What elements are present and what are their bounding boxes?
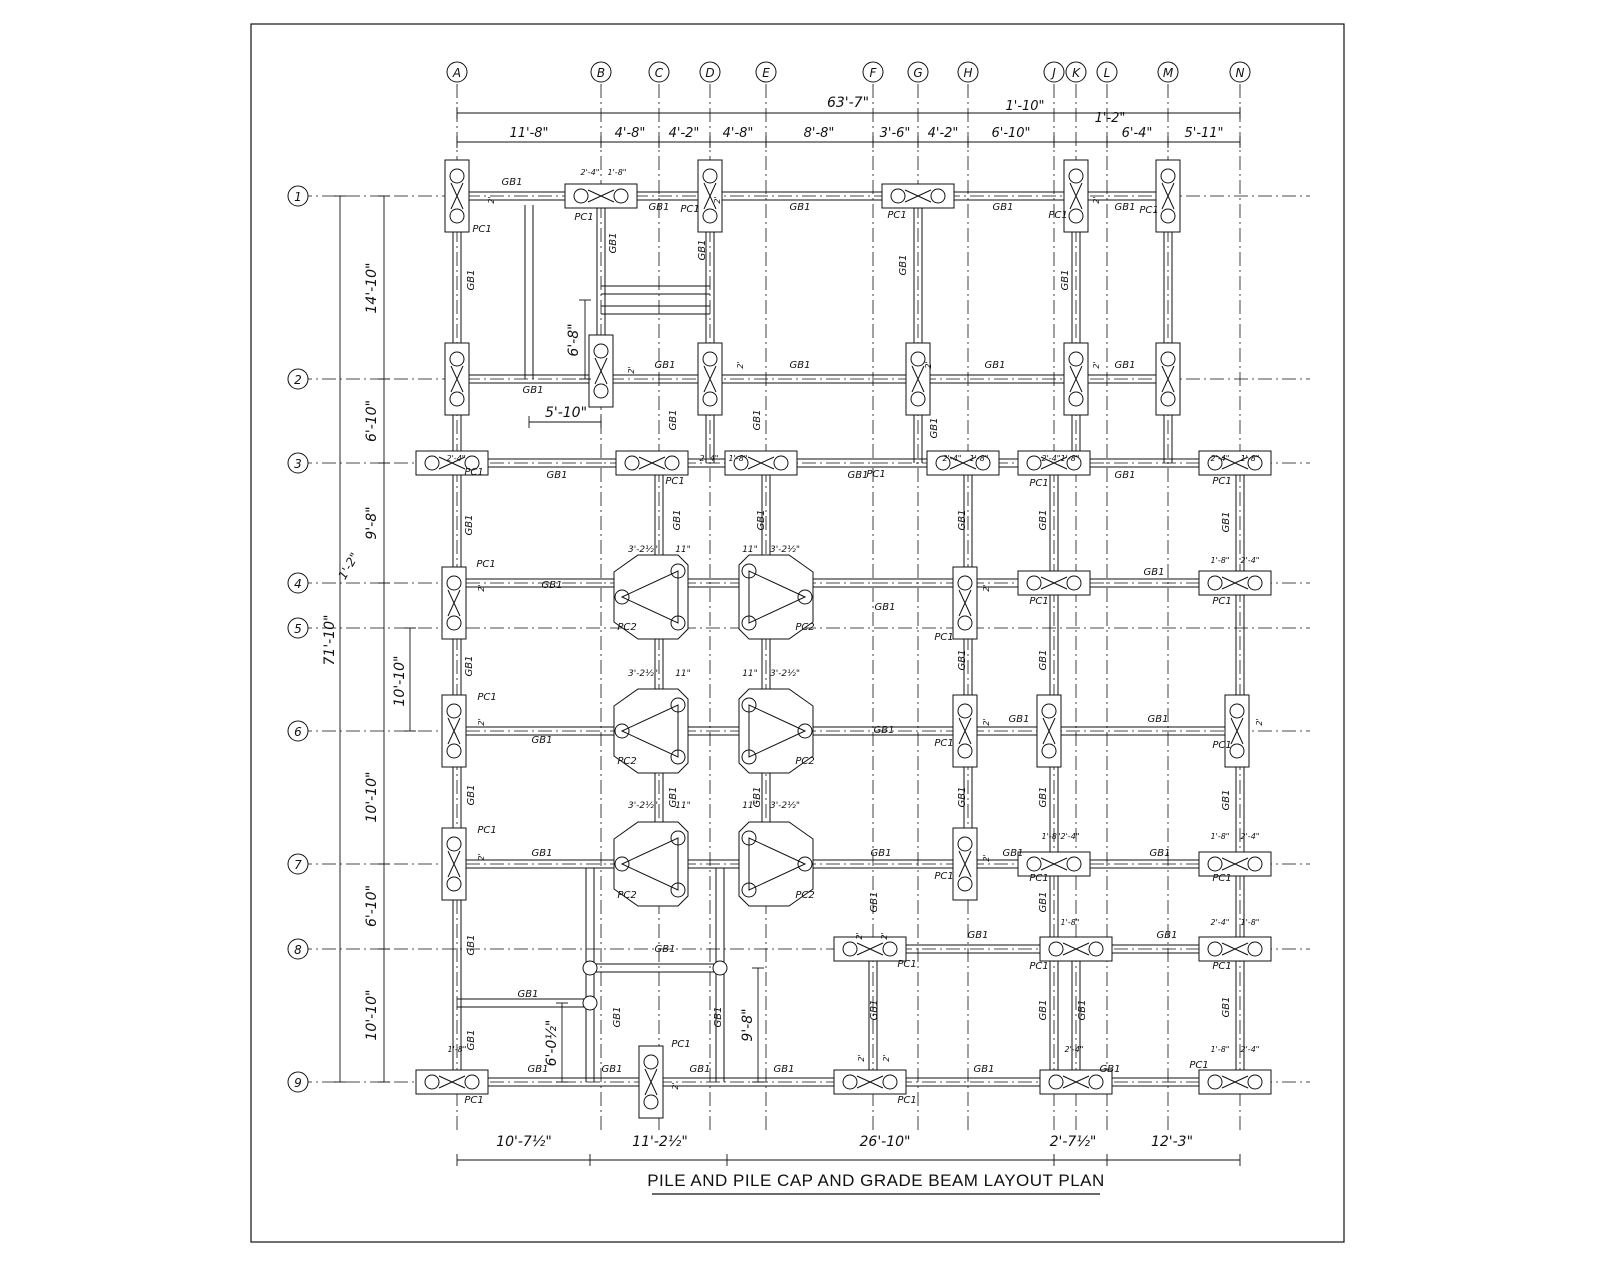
grade-beam-label: GB1 <box>1002 848 1024 859</box>
grade-beam-label: GB1 <box>697 239 708 261</box>
grid-bubble-label-7: 7 <box>294 858 302 872</box>
grade-beam-label: GB1 <box>1147 714 1169 725</box>
pile-circle <box>583 961 597 975</box>
pile-circle <box>843 942 857 956</box>
pile-cap-label: PC1 <box>897 959 917 970</box>
pile-cap-label: PC1 <box>1029 478 1049 489</box>
grade-beam-label: GB1 <box>1038 999 1049 1021</box>
grade-beam-label: GB1 <box>847 470 869 481</box>
pile-circle <box>1161 169 1175 183</box>
cap-dim-label: 2' <box>982 584 991 592</box>
pile-cap-label: PC1 <box>934 871 954 882</box>
grade-beam-label: GB1 <box>601 1064 623 1075</box>
cap-dim-label: 1'-8" <box>1210 1045 1230 1054</box>
grade-beam-label: GB1 <box>689 1064 711 1075</box>
cap-dim-label: 2' <box>982 854 991 862</box>
cap-dim-label: 2'-4" <box>1060 832 1080 841</box>
pile-circle <box>665 456 679 470</box>
top-dim-0: 11'-8" <box>509 126 549 141</box>
cap-dim-label: 2' <box>671 1082 680 1090</box>
grid-bubble-label-2: 2 <box>294 373 302 387</box>
cap-dim-label: 2' <box>477 584 486 592</box>
pile-circle <box>625 456 639 470</box>
bottom-dim-3: 2'-7½" <box>1049 1134 1097 1150</box>
left-dim-1: 6'-10" <box>364 399 380 443</box>
pile-cap-label: PC1 <box>897 1095 917 1106</box>
pile-circle <box>594 384 608 398</box>
bottom-dim-4: 12'-3" <box>1150 1134 1194 1150</box>
cap-dim-label: 2'-4" <box>1240 1045 1260 1054</box>
pile-circle <box>574 189 588 203</box>
grade-beam-label: GB1 <box>1077 999 1088 1021</box>
cap-dim-label: 1'-8" <box>969 454 989 463</box>
pile-circle <box>1089 942 1103 956</box>
overall-height-dim: 71'-10" <box>322 614 338 666</box>
cap-dim-label: 2' <box>855 932 864 940</box>
pile-cap-label: PC1 <box>1029 596 1049 607</box>
cap-dim-label: 3'-2½" <box>627 669 659 679</box>
pile-circle <box>911 392 925 406</box>
grid-bubble-label-8: 8 <box>294 943 302 957</box>
pile-cap-label: PC2 <box>617 890 637 901</box>
cap-dim-label: 2'-4" <box>942 454 962 463</box>
grade-beam-label: GB1 <box>1149 848 1171 859</box>
pile-cap-label: PC1 <box>1212 476 1232 487</box>
pile-cap-label: PC2 <box>617 622 637 633</box>
cap-dim-label: 1'-8" <box>1041 832 1061 841</box>
cap-dim-label: 1'-8" <box>607 168 627 177</box>
pile-circle <box>1208 942 1222 956</box>
grade-beam-label: GB1 <box>789 202 811 213</box>
pile-circle <box>1161 209 1175 223</box>
pile-cap-label: PC1 <box>476 559 496 570</box>
top-dim-8: 6'-4" <box>1121 126 1153 141</box>
cap-dim-label: 2' <box>857 1054 866 1062</box>
pile-circle <box>713 961 727 975</box>
grade-beam-label: GB1 <box>789 360 811 371</box>
pile-circle <box>1067 857 1081 871</box>
grade-beam-label: GB1 <box>541 580 563 591</box>
cap-dim-label: 2' <box>1255 718 1264 726</box>
pile-cap-label: PC2 <box>795 890 815 901</box>
cap-dim-label: 2' <box>880 932 889 940</box>
grade-beam-label: GB1 <box>612 1006 623 1028</box>
grade-beam-label: GB1 <box>873 725 895 736</box>
cap-dim-label: 2' <box>477 853 486 861</box>
grade-beam-label: GB1 <box>648 202 670 213</box>
bottom-dim-2: 26'-10" <box>859 1134 911 1150</box>
grid-bubble-label-A: A <box>452 66 462 80</box>
pile-circle <box>1027 456 1041 470</box>
pile-cap-label: PC1 <box>574 212 594 223</box>
top-dim-4: 8'-8" <box>803 126 835 141</box>
pile-circle <box>1248 857 1262 871</box>
pile-circle <box>958 616 972 630</box>
left-dim-4: 10'-10" <box>364 771 380 823</box>
grid-bubble-label-G: G <box>913 66 923 80</box>
pile-cap-label: PC1 <box>866 469 886 480</box>
bottom-dim-1: 11'-2½" <box>632 1134 688 1150</box>
grade-beam-label: GB1 <box>1008 714 1030 725</box>
left-dim-6: 10'-10" <box>364 989 380 1041</box>
pile-circle <box>1042 744 1056 758</box>
grade-beam-label: GB1 <box>501 177 523 188</box>
pile-cap-label: PC1 <box>477 692 497 703</box>
cap-dim-label: 2'-4" <box>1240 556 1260 565</box>
grid-bubble-label-N: N <box>1235 66 1245 80</box>
grade-beam-label: GB1 <box>466 1029 477 1051</box>
pile-circle <box>883 1075 897 1089</box>
grid-bubble-label-H: H <box>963 66 973 80</box>
cap-dim-label: 1'-8" <box>1240 454 1260 463</box>
grade-beam-label: GB1 <box>1038 509 1049 531</box>
grade-beam-label: GB1 <box>668 409 679 431</box>
pile-circle <box>1248 576 1262 590</box>
grid-bubble-label-4: 4 <box>294 577 302 591</box>
cap-dim-label: 11" <box>675 801 691 811</box>
pile-circle <box>1248 1075 1262 1089</box>
cap-dim-label: 11" <box>675 669 691 679</box>
pile-circle <box>911 352 925 366</box>
cap-dim-label: 3'-2½" <box>769 545 801 555</box>
grade-beam-label: GB1 <box>898 254 909 276</box>
grade-beam-label: GB1 <box>466 784 477 806</box>
grade-beam-label: GB1 <box>654 944 676 955</box>
pile-cap-label: PC1 <box>1029 873 1049 884</box>
pile-circle <box>465 1075 479 1089</box>
cap-dim-label: 2' <box>713 196 722 204</box>
pile-circle <box>1230 704 1244 718</box>
grid-bubble-label-B: B <box>596 66 606 80</box>
pile-circle <box>1208 576 1222 590</box>
cap-dim-label: 2'-4" <box>1064 1045 1084 1054</box>
grade-beam-label: GB1 <box>1114 360 1136 371</box>
pile-circle <box>1208 1075 1222 1089</box>
grade-beam-label: GB1 <box>1038 891 1049 913</box>
pile-cap-label: PC1 <box>464 467 484 478</box>
cap-dim-label: 11" <box>675 545 691 555</box>
cap-dim-label: 11" <box>742 669 758 679</box>
pile-circle <box>891 189 905 203</box>
grade-beam-label: GB1 <box>1099 1064 1121 1075</box>
pile-circle <box>450 169 464 183</box>
grid-bubble-label-D: D <box>705 66 715 80</box>
grade-beam-label: GB1 <box>672 509 683 531</box>
grade-beam-label: GB1 <box>929 417 940 439</box>
pile-circle <box>1027 857 1041 871</box>
cap-dim-label: 11" <box>742 801 758 811</box>
top-dim-2: 4'-2" <box>668 126 700 141</box>
cap-dim-label: 2'-4" <box>580 168 600 177</box>
pile-circle <box>958 704 972 718</box>
cap-dim-label: 2'-4" <box>699 454 719 463</box>
grade-beam-label: GB1 <box>1221 996 1232 1018</box>
pile-circle <box>931 189 945 203</box>
grade-beam-label: GB1 <box>1038 786 1049 808</box>
pile-circle <box>958 877 972 891</box>
grade-beam-label: GB1 <box>531 735 553 746</box>
cap-dim-label: 2' <box>736 361 745 369</box>
cap-dim-label: 2' <box>982 718 991 726</box>
grade-beam-label: GB1 <box>1114 202 1136 213</box>
top-dim-7: 6'-10" <box>991 126 1031 141</box>
cap-dim-label: 2' <box>627 366 636 374</box>
grade-beam-label: GB1 <box>973 1064 995 1075</box>
pile-circle <box>594 344 608 358</box>
pile-circle <box>1069 392 1083 406</box>
interior-dim-2: 9'-8" <box>740 1008 756 1042</box>
left-dim-5: 6'-10" <box>364 884 380 928</box>
grid-bubble-label-1: 1 <box>294 190 302 204</box>
pile-circle <box>1067 576 1081 590</box>
bottom-dim-0: 10'-7½" <box>496 1134 552 1150</box>
pile-cap-label: PC1 <box>887 210 907 221</box>
grid-bubble-label-9: 9 <box>294 1076 302 1090</box>
grade-beam-label: GB1 <box>870 848 892 859</box>
pile-circle <box>1230 744 1244 758</box>
grade-beam-label: GB1 <box>608 232 619 254</box>
pile-circle <box>958 576 972 590</box>
cap-dim-label: 1'-8" <box>1210 556 1230 565</box>
grid-bubble-label-L: L <box>1103 66 1111 80</box>
pile-cap-label: PC1 <box>1139 205 1159 216</box>
grid-bubble-label-M: M <box>1162 66 1174 80</box>
overall-width-dim: 63'-7" <box>826 95 870 111</box>
grade-beam-label: GB1 <box>869 891 880 913</box>
interior-dim-3: 6'-0½" <box>544 1019 560 1067</box>
pile-circle <box>1248 942 1262 956</box>
top-dim-3: 4'-8" <box>722 126 754 141</box>
pile-circle <box>644 1055 658 1069</box>
grade-beam-label: GB1 <box>752 786 763 808</box>
left-dim-0: 14'-10" <box>364 262 380 314</box>
cap-dim-label: 2' <box>924 361 933 369</box>
grade-beam-label: GB1 <box>1060 269 1071 291</box>
grid-bubble-label-6: 6 <box>294 725 302 739</box>
top-dim-5: 3'-6" <box>879 126 911 141</box>
cap-dim-label: 3'-2½" <box>769 669 801 679</box>
pile-cap-label: PC1 <box>665 476 685 487</box>
pile-circle <box>1069 209 1083 223</box>
pile-circle <box>1089 1075 1103 1089</box>
grid-bubble-label-F: F <box>869 66 877 80</box>
cap-dim-label: 2' <box>487 196 496 204</box>
pile-cap-label: PC1 <box>1029 961 1049 972</box>
pile-cap-label: PC1 <box>1048 210 1068 221</box>
grade-beam-label: GB1 <box>756 509 767 531</box>
grade-beam-label: GB1 <box>466 269 477 291</box>
grade-beam-label: GB1 <box>464 514 475 536</box>
pile-circle <box>447 704 461 718</box>
cap-dim-label: 2'-4" <box>1210 454 1230 463</box>
pile-circle <box>614 189 628 203</box>
pile-cap-label: PC1 <box>934 632 954 643</box>
top-extra-dim-0: 1'-10" <box>1005 99 1045 114</box>
grid-bubble-label-J: J <box>1052 66 1056 80</box>
grid-bubble-label-C: C <box>654 66 664 80</box>
pile-circle <box>774 456 788 470</box>
pile-circle <box>583 996 597 1010</box>
cap-dim-label: 3'-2½" <box>769 801 801 811</box>
grade-beam-label: GB1 <box>517 989 539 1000</box>
cap-dim-label: 2' <box>882 1054 891 1062</box>
top-dim-1: 4'-8" <box>614 126 646 141</box>
grade-beam-label: GB1 <box>869 999 880 1021</box>
left-dim-2: 9'-8" <box>364 506 380 540</box>
grade-beam-label: GB1 <box>1143 567 1165 578</box>
pile-circle <box>843 1075 857 1089</box>
pile-circle <box>1161 352 1175 366</box>
grade-beam-label: GB1 <box>668 786 679 808</box>
grade-beam-label: GB1 <box>984 360 1006 371</box>
cap-dim-label: 2' <box>1092 196 1101 204</box>
grade-beam-label: GB1 <box>527 1064 549 1075</box>
grade-beam-label: GB1 <box>1114 470 1136 481</box>
pile-cap-label: PC1 <box>671 1039 691 1050</box>
pile-circle <box>425 1075 439 1089</box>
cap-dim-label: 1'-8" <box>1060 918 1080 927</box>
left-dim-3: 10'-10" <box>392 655 408 707</box>
interior-dim-0: 6'-8" <box>566 323 582 357</box>
cap-dim-label: 1'-8" <box>728 454 748 463</box>
pile-cap-label: PC2 <box>795 756 815 767</box>
grade-beam-label: GB1 <box>522 385 544 396</box>
cap-dim-label: 1'-8" <box>1210 832 1230 841</box>
grid-bubble-label-3: 3 <box>294 457 302 471</box>
grade-beam-label: GB1 <box>546 470 568 481</box>
grade-beam-label: GB1 <box>1221 511 1232 533</box>
pile-circle <box>1069 352 1083 366</box>
pile-circle <box>425 456 439 470</box>
pile-circle <box>1208 857 1222 871</box>
pile-cap-label: PC1 <box>1212 740 1232 751</box>
pile-circle <box>447 837 461 851</box>
grid-bubble-label-K: K <box>1072 66 1080 80</box>
cap-dim-label: 2' <box>477 718 486 726</box>
grade-beam-label: GB1 <box>713 1006 724 1028</box>
pile-circle <box>1069 169 1083 183</box>
cap-dim-label: 1'-8" <box>1240 918 1260 927</box>
pile-circle <box>447 576 461 590</box>
pile-cap-label: PC1 <box>464 1095 484 1106</box>
grade-beam-label: GB1 <box>466 934 477 956</box>
pile-circle <box>958 837 972 851</box>
pile-cap-label: PC1 <box>680 204 700 215</box>
cap-dim-label: 2'-4" <box>1240 832 1260 841</box>
cap-dim-label: 3'-2½" <box>627 801 659 811</box>
top-extra-dim-1: 1'-2" <box>1094 111 1126 126</box>
pile-circle <box>1161 392 1175 406</box>
cap-dim-label: 1'-8" <box>447 1045 467 1054</box>
pile-circle <box>1042 704 1056 718</box>
grade-beam-label: GB1 <box>1038 649 1049 671</box>
grade-beam-label: GB1 <box>957 786 968 808</box>
pile-cap-label: PC1 <box>477 825 497 836</box>
left-extra-dim-0: 1'-2" <box>335 550 362 582</box>
drawing-title: PILE AND PILE CAP AND GRADE BEAM LAYOUT PLAN <box>647 1171 1105 1190</box>
pile-cap-label: PC2 <box>795 622 815 633</box>
cap-dim-label: 2'-4" <box>1210 918 1230 927</box>
cap-dim-label: 1'-8" <box>1060 454 1080 463</box>
pile-circle <box>883 942 897 956</box>
pile-circle <box>447 616 461 630</box>
grade-beam-label: GB1 <box>874 602 896 613</box>
cap-dim-label: 2'-4" <box>1041 454 1061 463</box>
pile-cap-label: PC1 <box>1212 596 1232 607</box>
pile-cap-label: PC1 <box>1189 1060 1209 1071</box>
pile-circle <box>1049 1075 1063 1089</box>
pile-circle <box>703 352 717 366</box>
grade-beam-label: GB1 <box>957 649 968 671</box>
pile-circle <box>447 877 461 891</box>
pile-circle <box>447 744 461 758</box>
top-dim-9: 5'-11" <box>1184 126 1224 141</box>
pile-cap-label: PC1 <box>934 738 954 749</box>
cap-dim-label: 11" <box>742 545 758 555</box>
pile-circle <box>703 392 717 406</box>
grade-beam-label: GB1 <box>773 1064 795 1075</box>
grade-beam-label: GB1 <box>967 930 989 941</box>
pile-circle <box>450 352 464 366</box>
grade-beam-label: GB1 <box>1221 789 1232 811</box>
grid-bubble-label-E: E <box>762 66 770 80</box>
pile-circle <box>958 744 972 758</box>
pile-circle <box>1027 576 1041 590</box>
cap-dim-label: 2'-4" <box>446 454 466 463</box>
pile-circle <box>1049 942 1063 956</box>
pile-circle <box>450 392 464 406</box>
grid-bubble-label-5: 5 <box>294 622 302 636</box>
top-dim-6: 4'-2" <box>927 126 959 141</box>
pile-cap-label: PC1 <box>1212 873 1232 884</box>
pile-cap-label: PC1 <box>472 224 492 235</box>
grade-beam-label: GB1 <box>654 360 676 371</box>
cap-dim-label: 3'-2½" <box>627 545 659 555</box>
pile-circle <box>644 1095 658 1109</box>
pile-cap-label: PC1 <box>1212 961 1232 972</box>
pile-circle <box>703 169 717 183</box>
grade-beam-label: GB1 <box>1156 930 1178 941</box>
grade-beam-label: GB1 <box>752 409 763 431</box>
grade-beam-label: GB1 <box>957 509 968 531</box>
pile-circle <box>703 209 717 223</box>
pile-cap-label: PC2 <box>617 756 637 767</box>
cap-dim-label: 2' <box>1092 361 1101 369</box>
interior-dim-1: 5'-10" <box>544 405 588 421</box>
pile-circle <box>450 209 464 223</box>
grade-beam-label: GB1 <box>531 848 553 859</box>
grade-beam-label: GB1 <box>992 202 1014 213</box>
grade-beam-label: GB1 <box>464 655 475 677</box>
